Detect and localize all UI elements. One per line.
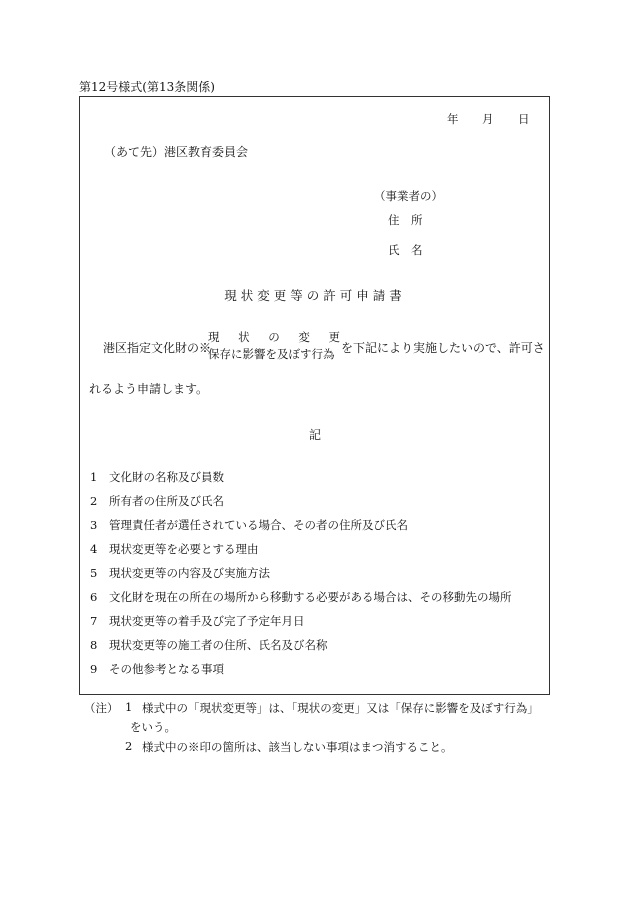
list-item	[90, 565, 512, 589]
date-month-label: 月	[482, 112, 494, 126]
alt1-char: 現	[208, 330, 220, 344]
item-text: 所有者の住所及び氏名	[109, 494, 224, 508]
list-item	[90, 637, 512, 661]
address-label-1: 住	[388, 213, 400, 227]
alt1-char: 状	[238, 330, 250, 344]
address-label-2: 所	[411, 213, 423, 227]
note-2-number: 2	[125, 739, 133, 753]
list-item	[90, 493, 512, 517]
alternative-2: 保存に影響を及ぼす行為	[208, 347, 335, 361]
applicant-heading: （事業者の）	[374, 189, 443, 203]
item-text: 現状変更等の施工者の住所、氏名及び名称	[109, 638, 328, 652]
list-item	[90, 469, 512, 493]
item-text: その他参考となる事項	[109, 662, 224, 676]
body-suffix: を下記により実施したいので、許可さ	[341, 341, 545, 355]
note-1-line-2: をいう。	[130, 720, 176, 734]
item-list	[90, 469, 512, 685]
list-item	[90, 541, 512, 565]
body-prefix: 港区指定文化財の※	[103, 341, 212, 355]
list-item	[90, 661, 512, 685]
alt1-char: の	[268, 330, 280, 344]
list-item	[90, 517, 512, 541]
alternatives-box	[208, 329, 340, 363]
date-day-label: 日	[518, 112, 530, 126]
note-1-number: 1	[125, 700, 133, 714]
form-number-label: 第12号様式(第13条関係)	[79, 80, 215, 94]
item-number: 7	[90, 614, 98, 628]
item-text: 文化財を現在の所在の場所から移動する必要がある場合は、その移動先の場所	[109, 590, 512, 604]
note-1-line-1: 様式中の「現状変更等」は、「現状の変更」又は「保存に影響を及ぼす行為」	[142, 701, 539, 715]
item-number: 6	[90, 590, 98, 604]
name-label-1: 氏	[388, 243, 400, 257]
alt1-char: 変	[298, 330, 310, 344]
item-number: 8	[90, 638, 98, 652]
addressee: （あて先）港区教育委員会	[104, 145, 249, 159]
list-item	[90, 613, 512, 637]
list-item	[90, 589, 512, 613]
item-number: 1	[90, 470, 98, 484]
item-text: 現状変更等を必要とする理由	[109, 542, 259, 556]
body-line-2: れるよう申請します。	[89, 382, 209, 396]
ki-heading: 記	[308, 428, 321, 442]
alternative-1	[208, 329, 340, 346]
item-text: 文化財の名称及び員数	[109, 470, 224, 484]
document-title: 現状変更等の許可申請書	[224, 288, 406, 303]
item-text: 現状変更等の内容及び実施方法	[109, 566, 270, 580]
item-number: 2	[90, 494, 98, 508]
item-number: 3	[90, 518, 98, 532]
item-text: 現状変更等の着手及び完了予定年月日	[109, 614, 305, 628]
alt1-char: 更	[328, 330, 340, 344]
item-number: 5	[90, 566, 98, 580]
item-number: 4	[90, 542, 98, 556]
item-number: 9	[90, 662, 98, 676]
notes-label: （注）	[84, 701, 119, 715]
name-label-2: 名	[411, 243, 423, 257]
note-2-text: 様式中の※印の箇所は、該当しない事項はまつ消すること。	[142, 740, 453, 754]
item-text: 管理責任者が選任されている場合、その者の住所及び氏名	[109, 518, 408, 532]
date-year-label: 年	[447, 112, 459, 126]
